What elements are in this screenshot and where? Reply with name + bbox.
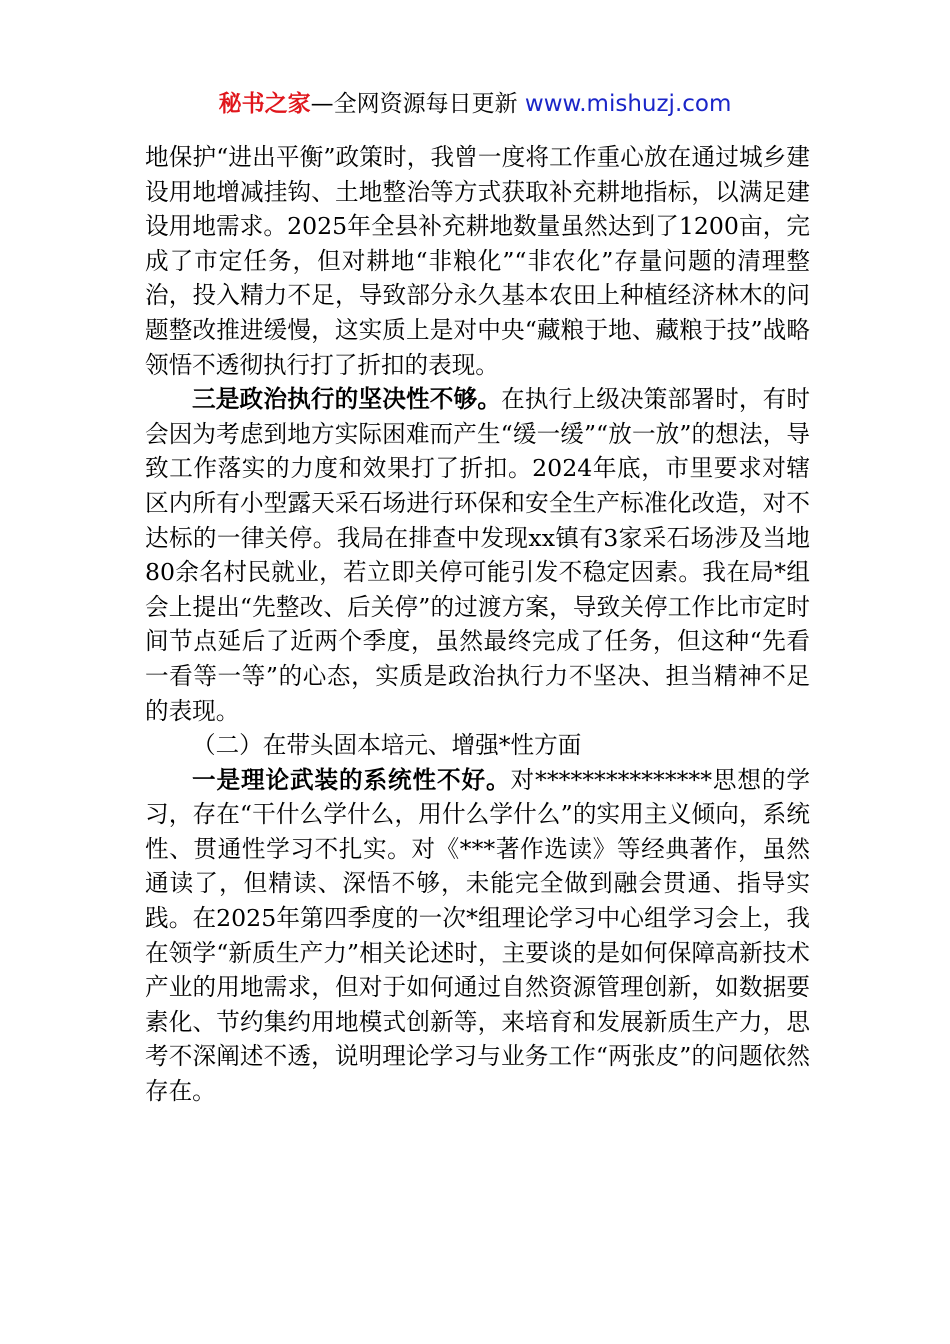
paragraph-theory-arming bbox=[145, 763, 810, 1109]
header-dash: — bbox=[310, 91, 334, 117]
site-url-link[interactable]: www.mishuzj.com bbox=[524, 91, 732, 117]
site-tagline: 全网资源每日更新 bbox=[333, 91, 518, 117]
paragraph-text: 对***************思想的学习，存在“干什么学什么，用什么学什么”的实用主义倾向，系统性、贯通性学习不扎实。对《***著作选读》等经典著作，虽然通读了，但精读、深悟不够，未能完全做到融会贯通、指导实践。在2025年第四季度的一次*组理论学习中心组学习会上，我在领学“新质生产力”相关论述时，主要谈的是如何保障高新技术产业的用地需求，但对于如何通过自然资源管理创新，如数据要素化、节约集约用地模式创新等，来培育和发展新质生产力，思考不深阐述不透，说明理论学习与业务工作“两张皮”的问题依然存在。 bbox=[145, 765, 811, 1106]
site-brand: 秘书之家 bbox=[218, 91, 311, 117]
document-body bbox=[145, 140, 810, 1109]
section-heading: （二）在带头固本培元、增强*性方面 bbox=[192, 731, 582, 760]
paragraph-lead-heading: 三是政治执行的坚决性不够。 bbox=[192, 385, 502, 414]
site-header bbox=[0, 89, 950, 119]
paragraph-continuation: 地保护“进出平衡”政策时，我曾一度将工作重心放在通过城乡建设用地增减挂钩、土地整治等方式获取补充耕地指标，以满足建设用地需求。2025年全县补充耕地数量虽然达到了1200亩，完成了市定任务，但对耕地“非粮化”“非农化”存量问题的清理整治，投入精力不足，导致部分永久基本农田上种植经济林木的问题整改推进缓慢，这实质上是对中央“藏粮于地、藏粮于技”战略领悟不透彻执行打了折扣的表现。 bbox=[145, 143, 810, 379]
paragraph-text: 在执行上级决策部署时，有时会因为考虑到地方实际困难而产生“缓一缓”“放一放”的想法，导致工作落实的力度和效果打了折扣。2024年底，市里要求对辖区内所有小型露天采石场进行环保和安全生产标准化改造，对不达标的一律关停。我局在排查中发现xx镇有3家采石场涉及当地80余名村民就业，若立即关停可能引发不稳定因素。我在局*组会上提出“先整改、后关停”的过渡方案，导致关停工作比市定时间节点延后了近两个季度，虽然最终完成了任务，但这种“先看一看等一等”的心态，实质是政治执行力不坚决、担当精神不足的表现。 bbox=[145, 385, 811, 725]
paragraph-lead-heading: 一是理论武装的系统性不好。 bbox=[192, 765, 511, 794]
paragraph-political-execution bbox=[145, 382, 810, 728]
